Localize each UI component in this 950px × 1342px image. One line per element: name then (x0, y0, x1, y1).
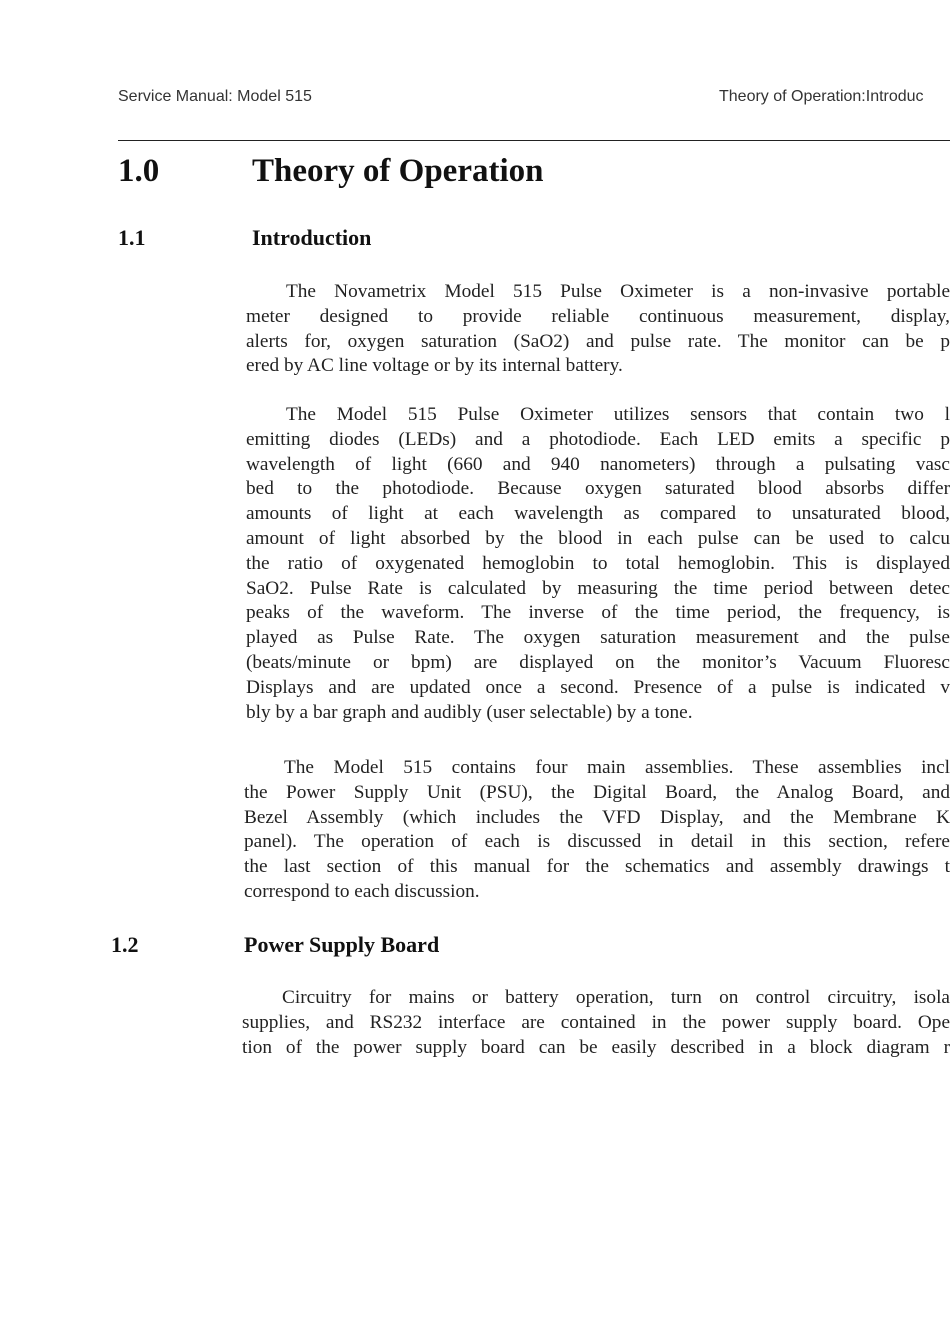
header-rule (118, 140, 950, 141)
text-line: alerts for, oxygen saturation (SaO2) and pulse rate. The monitor can be p (246, 330, 950, 352)
section-title-introduction: Introduction (252, 225, 372, 250)
running-head-left: Service Manual: Model 515 (118, 88, 312, 105)
paragraph-sensors (246, 403, 950, 725)
text-line: emitting diodes (LEDs) and a photodiode. Each LED emits a specific p (246, 428, 950, 450)
section-title-power-supply-board: Power Supply Board (244, 932, 440, 957)
text-line: Circuitry for mains or battery operation, turn on control circuitry, isola (282, 987, 950, 1008)
text-line: ered by AC line voltage or by its internal battery. (246, 355, 623, 377)
text-line: Bezel Assembly (which includes the VFD Display, and the Membrane K (244, 806, 950, 828)
text-line: bed to the photodiode. Because oxygen saturated blood absorbs differ (246, 478, 950, 500)
paragraph-power-supply (242, 986, 950, 1060)
text-line: the ratio of oxygenated hemoglobin to total hemoglobin. This is displayed (246, 552, 950, 574)
paragraph-assemblies (244, 756, 950, 905)
text-line: panel). The operation of each is discussed in detail in this section, refere (244, 831, 950, 853)
text-line: the last section of this manual for the schematics and assembly drawings t (244, 856, 950, 878)
text-line: meter designed to provide reliable continuous measurement, display, (246, 305, 950, 327)
text-line: The Novametrix Model 515 Pulse Oximeter is a non-invasive portable (286, 281, 950, 302)
section-number-1-2: 1.2 (111, 932, 139, 957)
section-number-1-1: 1.1 (118, 225, 146, 250)
text-line: supplies, and RS232 interface are contained in the power supply board. Ope (242, 1011, 950, 1033)
text-line: amount of light absorbed by the blood in each pulse can be used to calcu (246, 527, 950, 549)
text-line: the Power Supply Unit (PSU), the Digital Board, the Analog Board, and (244, 781, 950, 803)
text-line: tion of the power supply board can be easily described in a block diagram r (242, 1036, 950, 1058)
text-line: wavelength of light (660 and 940 nanometers) through a pulsating vasc (246, 453, 950, 475)
text-line: SaO2. Pulse Rate is calculated by measuring the time period between detec (246, 577, 950, 599)
text-line: amounts of light at each wavelength as compared to unsaturated blood, (246, 503, 950, 525)
text-line: The Model 515 contains four main assemblies. These assemblies incl (284, 757, 950, 778)
text-line: Displays and are updated once a second. Presence of a pulse is indicated v (246, 676, 950, 698)
running-head-right: Theory of Operation:Introduc (719, 88, 924, 105)
paragraph-intro (246, 280, 950, 379)
section-number-1-0: 1.0 (118, 153, 160, 189)
section-title-theory-of-operation: Theory of Operation (252, 153, 544, 189)
text-line: correspond to each discussion. (244, 880, 480, 902)
text-line: peaks of the waveform. The inverse of the time period, the frequency, is (246, 602, 950, 624)
text-line: bly by a bar graph and audibly (user selectable) by a tone. (246, 701, 693, 723)
text-line: (beats/minute or bpm) are displayed on the monitor’s Vacuum Fluoresc (246, 651, 950, 673)
text-line: The Model 515 Pulse Oximeter utilizes sensors that contain two l (286, 404, 950, 425)
text-line: played as Pulse Rate. The oxygen saturation measurement and the pulse (246, 627, 950, 649)
